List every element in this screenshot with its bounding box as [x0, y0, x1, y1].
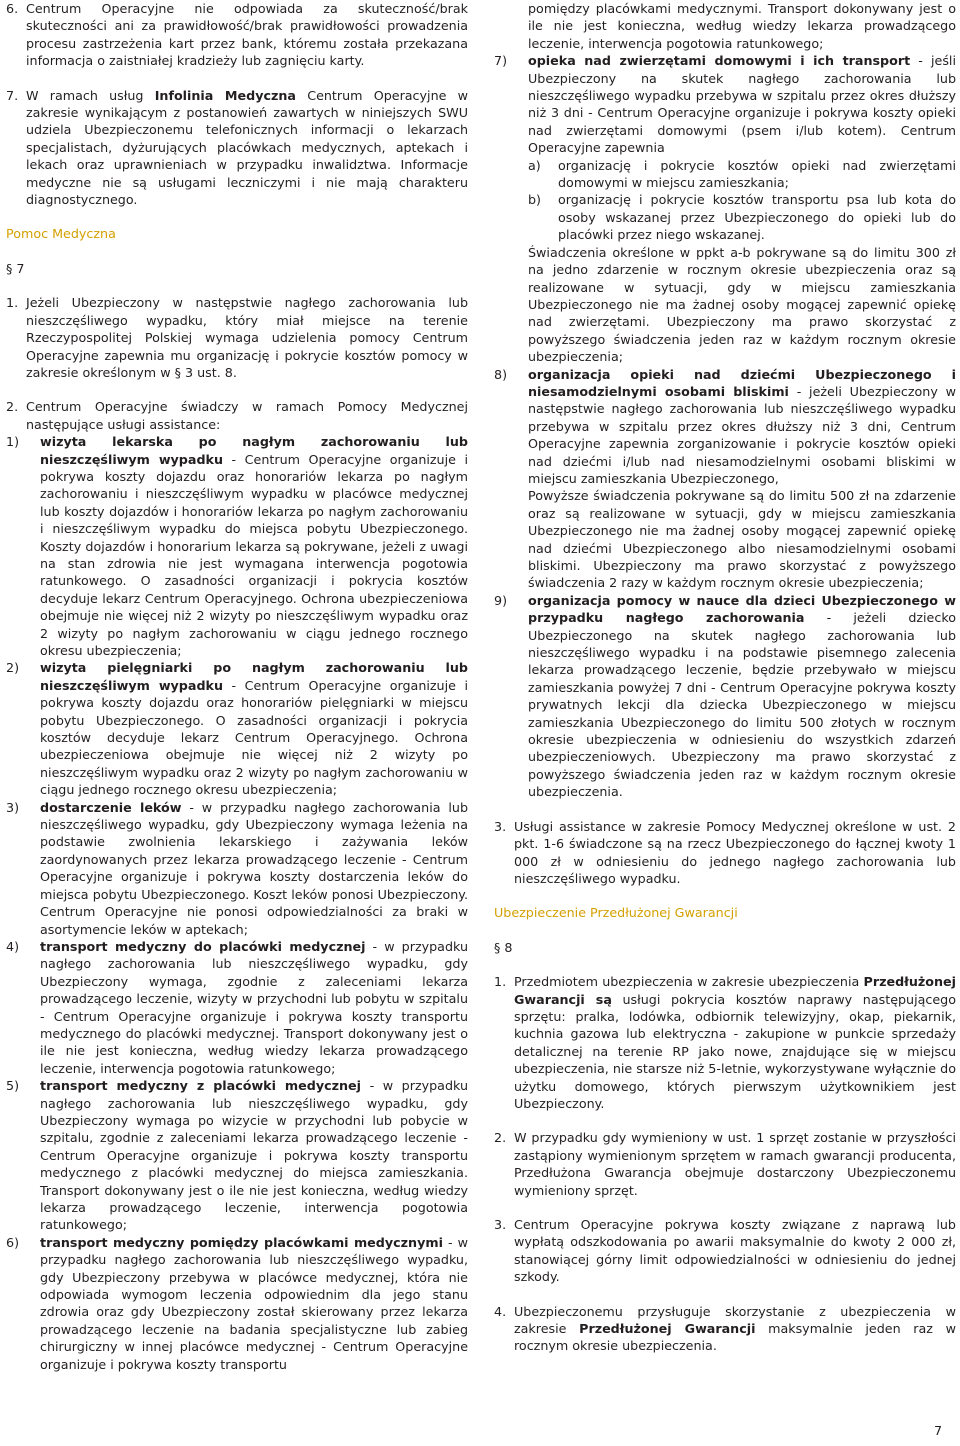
paragraph-number: 2. — [494, 1130, 507, 1146]
right-column — [494, 0, 956, 1372]
paragraph-number: 2. — [6, 399, 19, 415]
paragraph-text: Usługi assistance w zakresie Pomocy Medycznej określone w ust. 2 pkt. 1-6 świadczone są na rzecz Ubezpieczonego do łącznej kwoty 1 000 zł w odniesieniu do jednego nagłego zachorowania lub nieszczęśliwego wypadku. — [514, 818, 956, 886]
list-item: 7) opieka nad zwierzętami domowymi i ich transport - jeśli Ubezpieczony na skutek nagłego zachorowania lub nieszczęśliwego wypadku przebywa w szpitalu przez okres dłuższy niż 3 dni - Centrum Operacyjne organizuje i pokrywa koszty opieki nad zwierzętami domowymi (psem i/lub kotem). Centrum Operacyjne zapewnia a) organizację i pokrycie kosztów opieki nad zwierzętami domowymi w miejscu zamieszkania; b) organizację i pokrycie kosztów transportu psa lub kota do osoby wskazanej przez Ubezpieczonego do opieki lub do placówki przez niego wskazanej. Świadczenia określone w ppkt a-b pokrywane są do limitu 300 zł na jedno zdarzenie w rocznym okresie ubezpieczenia oraz są realizowane w sytuacji, gdy w miejscu zamieszkania Ubezpieczonego nie ma żadnej osoby mogącej zapewnić opiekę nad zwierzętami. Ubezpieczony ma prawo skorzystać z powyższego świadczenia jeden raz w każdym rocznym okresie ubezpieczenia; — [494, 53, 956, 365]
paragraph-number: 1. — [6, 295, 19, 311]
paragraph-number: 7. — [6, 87, 19, 103]
list-item-continuation: pomiędzy placówkami medycznymi. Transport dokonywany jest o ile nie jest konieczna, według wiedzy lekarza prowadzącego leczenie, interwencja pogotowia ratunkowego; — [528, 1, 956, 51]
sub-list-item: b) organizację i pokrycie kosztów transportu psa lub kota do osoby wskazanej przez Ubezpieczonego do opieki lub do placówki przez niego wskazanej. — [528, 192, 956, 243]
list-item: 1) wizyta lekarska po nagłym zachorowaniu lub nieszczęśliwym wypadku - Centrum Operacyjne organizuje i pokrywa koszty dojazdu oraz honorariów lekarza po nagłym zachorowaniu i nieszczęśliwym wypadku w placówce medycznej lub koszty dojazdów i honorariów lekarza po nagłym zachorowaniu i nieszczęśliwym wypadku do miejsca pobytu Ubezpieczonego. Koszty dojazdów i honorarium lekarza są pokrywane, jeżeli z uwagi na stan zdrowia nie jest wymagana interwencja pogotowia ratunkowego. O zasadności organizacji i pokrycia kosztów decyduje lekarz Centrum Operacyjnego. Ochrona ubezpieczeniowa obejmuje nie więcej niż 2 wizyty po nieszczęśliwym wypadku oraz 2 wizyty po nagłym zachorowaniu w ciągu jednego rocznego okresu ubezpieczenia; — [6, 434, 468, 658]
paragraph-text: Centrum Operacyjne pokrywa koszty związane z naprawą lub wypłatą odszkodowania po awarii maksymalnie do kwoty 2 000 zł, stanowiącej górny limit odpowiedzialności w odniesieniu do jednej szkody. — [514, 1217, 956, 1285]
section-heading-pomoc-medyczna: Pomoc Medyczna — [6, 226, 116, 242]
paragraph-text: Centrum Operacyjne nie odpowiada za skuteczność/brak skuteczności ani za prawidłowość/brak prawidłowości prowadzenia procesu zastrzeżenia kart przez bank, któremu została przekazana informacja o zaistniałej kradzieży lub zagnięciu karty. — [26, 1, 468, 69]
paragraph-1 — [494, 973, 956, 1112]
sub-list-item: a) organizację i pokrycie kosztów opieki nad zwierzętami domowymi w miejscu zamieszkania; — [528, 157, 956, 191]
paragraph-1 — [6, 294, 468, 381]
paragraph-7 — [6, 87, 468, 209]
list-item: 9) organizacja pomocy w nauce dla dzieci Ubezpieczonego w przypadku nagłego zachorowania - jeżeli dziecko Ubezpieczonego na skutek nagłego zachorowania lub nieszczęśliwego wypadku i na podstawie pisemnego zalecenia lekarza prowadzącego leczenie, będzie przebywało w miejscu zamieszkania powyżej 7 dni - Centrum Operacyjne pokrywa koszty prywatnych lekcji dla dziecka Ubezpieczonego w miejscu zamieszkania Ubezpieczonego do limitu 500 złotych w rocznym okresie ubezpieczenia w odniesieniu do wszystkich zdarzeń ubezpieczeniowych. Ubezpieczony ma prawo skorzystać z powyższego świadczenia jeden raz w każdym rocznym okresie ubezpieczenia. — [494, 592, 956, 800]
paragraph-2 — [494, 1129, 956, 1199]
paragraph-number: 6. — [6, 1, 19, 16]
sub-list — [528, 157, 956, 244]
paragraph-number: 3. — [494, 818, 507, 834]
paragraph-text: Ubezpieczonemu przysługuje skorzystanie z ubezpieczenia w zakresie Przedłużonej Gwarancji maksymalnie jeden raz w rocznym okresie ubezpieczenia. — [514, 1303, 956, 1354]
paragraph-text: W przypadku gdy wymieniony w ust. 1 sprzęt zostanie w przyszłości zastąpiony wymienionym sprzętem w ramach gwarancji producenta, Przedłużona Gwarancja obejmuje dostarczony Ubezpieczonemu wymieniony sprzęt. — [514, 1130, 956, 1198]
paragraph-number: 4. — [494, 1303, 507, 1319]
paragraph-3 — [494, 1216, 956, 1286]
services-list — [6, 433, 468, 1373]
paragraph-4 — [494, 1303, 956, 1355]
paragraph-2 — [6, 398, 468, 433]
list-item: 3) dostarczenie leków - w przypadku nagłego zachorowania lub nieszczęśliwego wypadku, gdy Ubezpieczony wymaga leżenia na podstawie zwolnienia lekarskiego i zażywania leków zaordynowanych przez lekarza prowadzącego leczenie - Centrum Operacyjne organizuje i pokrywa koszty dostarczenia leków do miejsca pobytu Ubezpieczonego. Koszt leków ponosi Ubezpieczony. Centrum Operacyjne nie ponosi odpowiedzialności za braki w asortymencie leków w aptekach; — [6, 799, 469, 937]
paragraph-text: Jeżeli Ubezpieczony w następstwie nagłego zachorowania lub nieszczęśliwego wypadku, który miał miejsce na terenie Rzeczypospolitej Polskiej wymaga udzielenia pomocy Centrum Operacyjne zapewnia mu organizację i pokrycie kosztów pomocy w zakresie określonym w § 3 ust. 8. — [26, 295, 468, 380]
section-heading-przedluzona-gwarancja: Ubezpieczenie Przedłużonej Gwarancji — [494, 905, 738, 921]
list-item: 6) transport medyczny pomiędzy placówkami medycznymi - w przypadku nagłego zachorowania lub nieszczęśliwego wypadku, gdy Ubezpieczony przebywa w placówce medycznej, która nie odpowiada wymogom leczenia odpowiednim dla jego stanu zdrowia oraz gdy Ubezpieczony został skierowany przez lekarza prowadzącego leczenie na badania specjalistyczne lub zabieg chirurgiczny w innej placówce medycznej - Centrum Operacyjne organizuje i pokrywa koszty transportu — [6, 1234, 468, 1372]
paragraph-number: 1. — [494, 974, 507, 990]
paragraph-6 — [6, 0, 468, 70]
section-number: § 7 — [6, 260, 25, 276]
list-item: 8) organizacja opieki nad dziećmi Ubezpieczonego i niesamodzielnymi osobami bliskimi - jeżeli Ubezpieczony w następstwie nagłego zachorowania lub nieszczęśliwego wypadku przebywa w szpitalu przez okres dłuższy niż 3 dni, Centrum Operacyjne zapewnia zorganizowanie i pokrycie kosztów opieki nad dziećmi i/lub nad niesamodzielnymi osobami bliskimi w miejscu zamieszkania Ubezpieczonego, Powyższe świadczenia pokrywane są do limitu 500 zł na zdarzenie oraz są realizowane w sytuacji, gdy w miejscu zamieszkania Ubezpieczonego nie ma żadnej osoby mogącej zapewnić opiekę nad dziećmi Ubezpieczonego albo niesamodzielnymi osobami bliskimi. Ubezpieczony ma prawo skorzystać z powyższego świadczenia 2 razy w każdym rocznym okresie ubezpieczenia; — [494, 366, 956, 591]
paragraph-number: 3. — [494, 1217, 507, 1232]
paragraph-text: W ramach usług Infolinia Medyczna Centrum Operacyjne w zakresie wynikającym z postanowień zawartych w niniejszych SWU udziela Ubezpieczonemu telefonicznych informacji o lekarzach specjalistach, dyżurujących placówkach medycznych, aptekach i lekach oraz uprawnieniach w przypadku inwalidztwa. Informacje medyczne nie są usługami leczniczymi i nie mają charakteru diagnostycznego. — [26, 87, 469, 208]
left-column — [6, 0, 468, 1373]
paragraph-text: Centrum Operacyjne świadczy w ramach Pomocy Medycznej następujące usługi assistance: — [26, 399, 468, 432]
paragraph-text: Przedmiotem ubezpieczenia w zakresie ubezpieczenia Przedłużonej Gwarancji są usługi pokrycia kosztów naprawy następującego sprzętu: pralka, lodówka, odbiornik telewizyjny, okap, piekarnik, kuchnia gazowa lub elektryczna - zakupione w punkcie sprzedaży detalicznej na terenie RP jako nowe, znajdujące się w miejscu ubezpieczenia, nie starsze niż 5-letnie, wykorzystywane wyłącznie do użytku domowego, których pierwszym użytkownikiem jest Ubezpieczony. — [514, 974, 956, 1111]
paragraph-3 — [494, 818, 956, 888]
list-item: 4) transport medyczny do placówki medycznej - w przypadku nagłego zachorowania lub nieszczęśliwego wypadku, gdy Ubezpieczony wymaga, zgodnie z zaleceniami lekarza prowadzącego leczenie, wizyty w przychodni lub pobytu w szpitalu - Centrum Operacyjne organizuje i pokrywa koszty transportu medycznego do placówki medycznej. Transport dokonywany jest o ile nie jest konieczna, według wiedzy lekarza prowadzącego leczenie, interwencja pogotowia ratunkowego; — [6, 938, 469, 1076]
services-list-continued — [494, 0, 956, 801]
list-item: 5) transport medyczny z placówki medycznej - w przypadku nagłego zachorowania lub nieszczęśliwego wypadku, gdy Ubezpieczony wymaga po wizycie w przychodni lub pobycie w szpitalu, zgodnie z zaleceniami lekarza prowadzącego leczenie - Centrum Operacyjne organizuje i pokrywa koszty transportu medycznego z placówki medycznej do miejsca zamieszkania. Transport dokonywany jest o ile nie jest konieczna, według wiedzy lekarza prowadzącego leczenie, interwencja pogotowia ratunkowego; — [6, 1078, 468, 1233]
page-number: 7 — [934, 1423, 943, 1438]
list-item: 2) wizyta pielęgniarki po nagłym zachorowaniu lub nieszczęśliwym wypadku - Centrum Operacyjne organizuje i pokrywa koszty dojazdu oraz honorariów pielęgniarki w miejscu pobytu Ubezpieczonego. O zasadności organizacji i pokrycia kosztów decyduje lekarz Centrum Operacyjnego. Ochrona ubezpieczeniowa obejmuje nie więcej niż 2 wizyty po nieszczęśliwym wypadku oraz 2 wizyty po nagłym zachorowaniu w ciągu jednego rocznego okresu ubezpieczenia; — [6, 660, 468, 798]
section-number: § 8 — [494, 939, 513, 955]
